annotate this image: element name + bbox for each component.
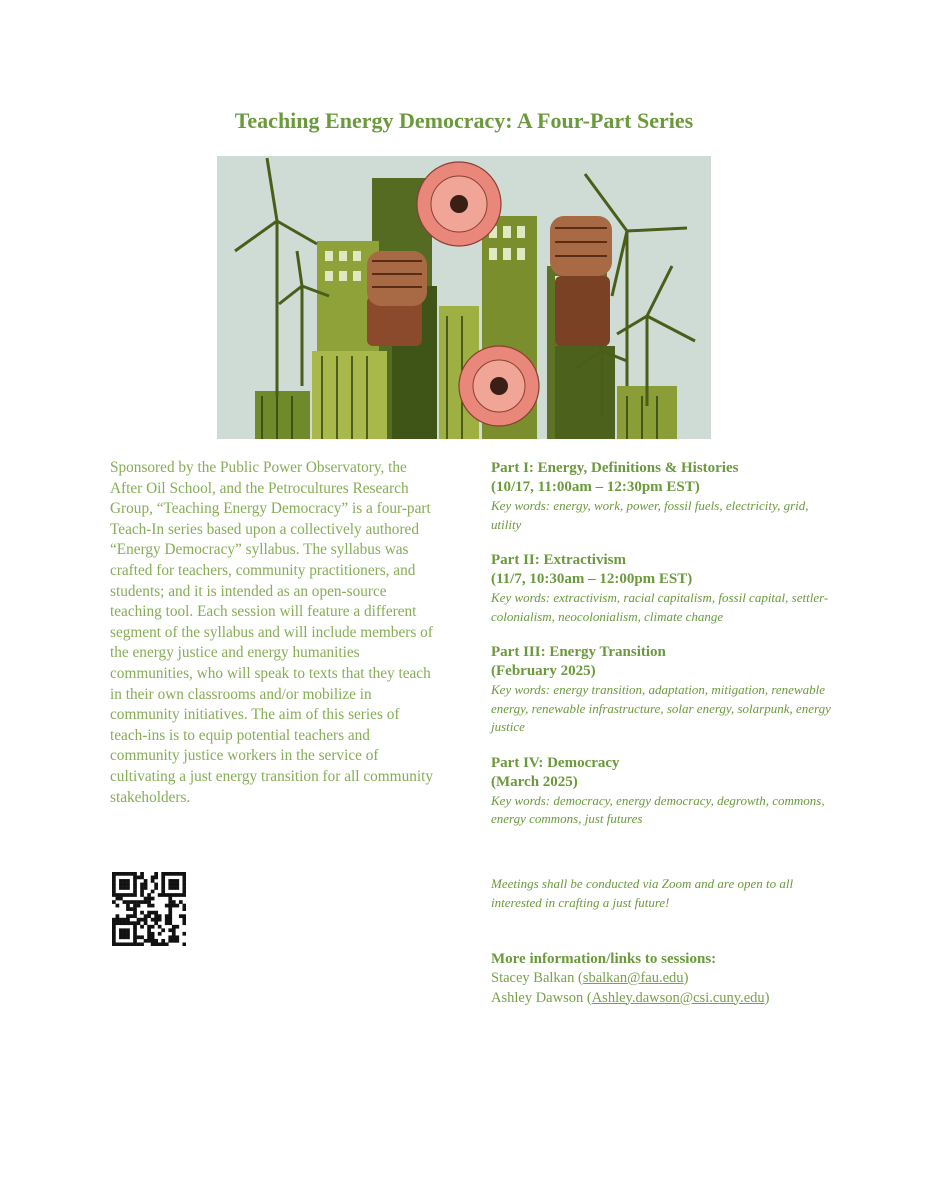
email-link[interactable]: sbalkan@fau.edu xyxy=(582,970,684,986)
series-schedule xyxy=(491,459,831,846)
series-part-2 xyxy=(491,551,831,626)
zoom-note: Meetings shall be conducted via Zoom and are open to all interested in crafting a just future! xyxy=(491,876,794,910)
part-date: (11/7, 10:30am – 12:00pm EST) xyxy=(491,571,693,587)
part-date: (March 2025) xyxy=(491,773,578,790)
part-title: Part IV: Democracy xyxy=(491,754,620,771)
part-keywords: Key words: democracy, energy democracy, degrowth, commons, energy commons, just futures xyxy=(491,792,825,826)
qr-code-icon[interactable] xyxy=(112,872,186,946)
part-title: Part III: Energy Transition xyxy=(491,644,666,660)
series-part-3 xyxy=(491,643,831,737)
contact-name: Stacey Balkan xyxy=(491,970,575,986)
contact-stacey: Stacey Balkan (sbalkan@fau.edu) xyxy=(491,970,689,986)
series-part-4 xyxy=(491,754,831,829)
page-title: Teaching Energy Democracy: A Four-Part Series xyxy=(234,108,694,133)
part-title: Part I: Energy, Definitions & Histories xyxy=(491,460,739,476)
part-keywords: Key words: extractivism, racial capitalism, fossil capital, settler-colonialism, neocolonialism, climate change xyxy=(491,590,829,624)
email-link[interactable]: Ashley.dawson@csi.cuny.edu xyxy=(591,989,765,1006)
series-part-1 xyxy=(491,459,831,534)
contact-name: Ashley Dawson xyxy=(491,989,584,1006)
intro-paragraph: Sponsored by the Public Power Observatory, the After Oil School, and the Petrocultures Research Group, “Teaching Energy Democracy” is a four-part Teach-In series based upon a collectively authored “Energy Democracy” syllabus. The syllabus was crafted for teachers, community practitioners, and students; and it is intended as an open-source teaching tool. Each session will feature a different segment of the syllabus and will include members of the energy justice and energy humanities communities, who will speak to texts that they teach in their own classrooms and/or mobilize in community initiatives. The aim of this series of teach-ins is to equip potential teachers and community justice workers in the service of cultivating a just energy transition for all community stakeholders. xyxy=(110,459,434,806)
part-date: (February 2025) xyxy=(491,663,596,679)
part-title: Part II: Extractivism xyxy=(491,552,626,568)
part-date: (10/17, 11:00am – 12:30pm EST) xyxy=(491,479,700,495)
hero-illustration xyxy=(217,156,711,439)
part-keywords: Key words: energy, work, power, fossil fuels, electricity, grid, utility xyxy=(491,498,809,532)
part-keywords: Key words: energy transition, adaptation, mitigation, renewable energy, renewable infrastructure, solar energy, solarpunk, energy justice xyxy=(491,682,831,734)
more-information xyxy=(491,950,831,1008)
contact-ashley: Ashley Dawson (Ashley.dawson@csi.cuny.edu) xyxy=(491,989,770,1006)
more-info-title: More information/links to sessions: xyxy=(491,951,717,967)
